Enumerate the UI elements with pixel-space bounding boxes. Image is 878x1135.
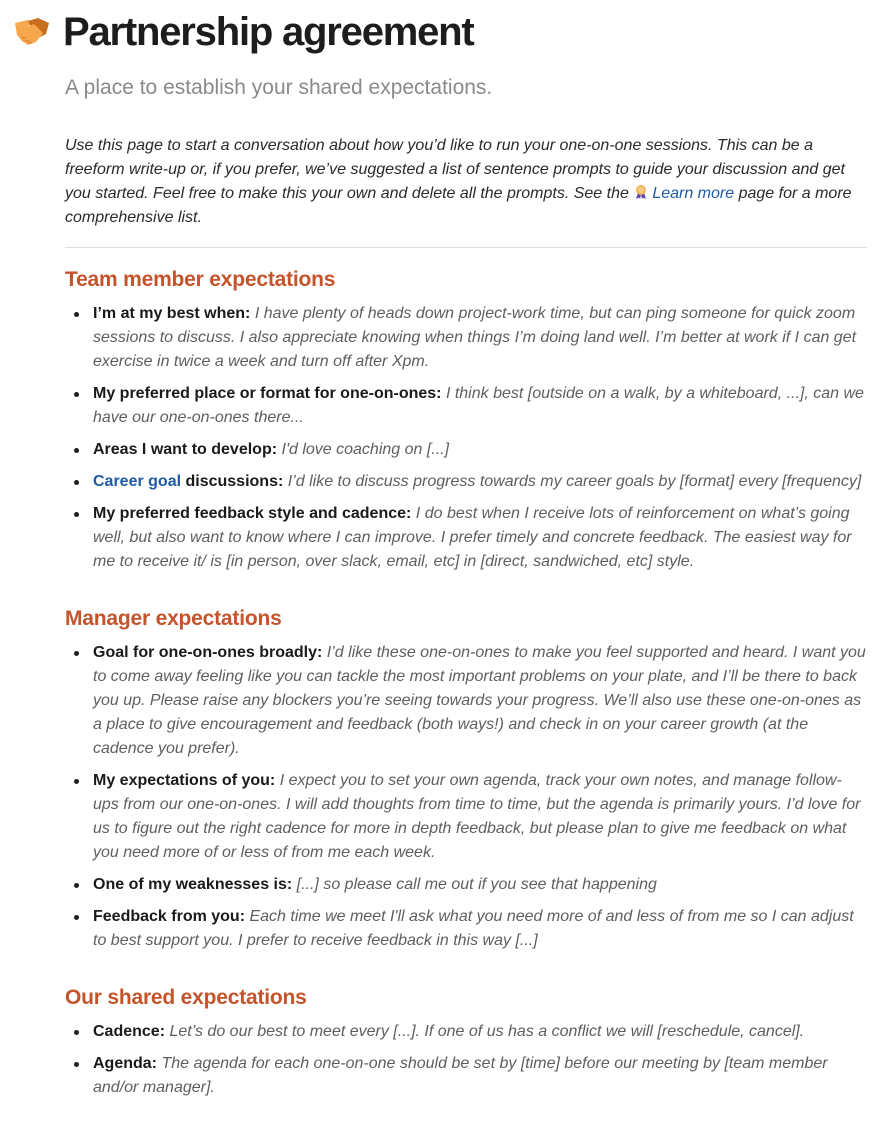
prompt-label	[93, 473, 283, 490]
list-item	[65, 502, 867, 574]
prompt-text[interactable]: I'd love coaching on [...]	[277, 441, 450, 458]
prompt-label: Areas I want to develop:	[93, 441, 278, 458]
prompt-label-text: discussions:	[181, 473, 284, 490]
prompt-text[interactable]: I do best when I receive lots of reinforcement on what’s going well, but also want to know where I can improve. I prefer timely and concrete feedback. The easiest way for me to receive it/ is [in person, over slack, email, etc] in [direct, sandwiched, etc] style.	[93, 505, 852, 570]
page-subtitle: A place to establish your shared expectations.	[65, 76, 493, 99]
section-heading-shared: Our shared expectations	[65, 986, 307, 1009]
prompt-label: My preferred feedback style and cadence:	[93, 505, 412, 522]
prompt-text[interactable]: Each time we meet I'll ask what you need more of and less of from me so I can adjust to best support you. I prefer to receive feedback in this way [...]	[93, 908, 854, 949]
medal-icon	[633, 184, 649, 200]
list-item	[65, 1052, 867, 1100]
manager-list	[65, 641, 867, 953]
prompt-text[interactable]: I’d like these one-on-ones to make you feel supported and heard. I want you to come away feeling like you can tackle the most important problems on your plate, and I’ll be there to back you up. Please raise any blockers you’re seeing towards your progress. We’ll also use these one-on-ones as a place to give encouragement and feedback (both ways!) and check in on your career growth (at the cadence you prefer).	[93, 644, 866, 757]
prompt-text[interactable]: I think best [outside on a walk, by a whiteboard, ...], can we have our one-on-ones there...	[93, 385, 864, 426]
list-item	[65, 769, 867, 865]
prompt-label: Agenda:	[93, 1055, 157, 1072]
section-heading-manager: Manager expectations	[65, 607, 282, 630]
intro-text: Use this page to start a conversation about how you’d like to run your one-on-one sessions. This can be a freeform write-up or, if you prefer, we’ve suggested a list of sentence prompts to guide your discussion and get you started. Feel free to make this your own and delete all the prompts. See the	[65, 137, 845, 202]
prompt-label: My preferred place or format for one-on-ones:	[93, 385, 442, 402]
prompt-text[interactable]: I have plenty of heads down project-work time, but can ping someone for quick zoom sessions to discuss. I also appreciate knowing when things I’m doing land well. I’m better at work if I can get exercise in twice a week and turn off after Xpm.	[93, 305, 857, 370]
list-item	[65, 1020, 867, 1044]
handshake-icon[interactable]	[14, 17, 50, 47]
page-content	[65, 134, 867, 1108]
prompt-label: Goal for one-on-ones broadly:	[93, 644, 323, 661]
section-heading-team-member: Team member expectations	[65, 268, 336, 291]
list-item	[65, 905, 867, 953]
intro-paragraph	[65, 134, 867, 230]
prompt-label: My expectations of you:	[93, 772, 276, 789]
list-item	[65, 302, 867, 374]
page-header	[14, 8, 474, 56]
list-item	[65, 438, 867, 462]
learn-more-link[interactable]: Learn more	[652, 185, 735, 202]
prompt-label: I’m at my best when:	[93, 305, 251, 322]
prompt-text[interactable]: Let’s do our best to meet every [...]. If one of us has a conflict we will [reschedule, cancel].	[165, 1023, 805, 1040]
career-goal-link[interactable]: Career goal	[93, 473, 182, 490]
page-title[interactable]: Partnership agreement	[63, 10, 474, 54]
prompt-label: Cadence:	[93, 1023, 166, 1040]
shared-list	[65, 1020, 867, 1100]
intro-text-end: page for a more comprehensive list.	[65, 185, 852, 226]
prompt-text[interactable]: I’d like to discuss progress towards my career goals by [format] every [frequency]	[283, 473, 862, 490]
prompt-label: Feedback from you:	[93, 908, 246, 925]
prompt-text[interactable]: [...] so please call me out if you see that happening	[292, 876, 657, 893]
list-item	[65, 873, 867, 897]
team-member-list	[65, 302, 867, 574]
list-item	[65, 641, 867, 761]
list-item	[65, 382, 867, 430]
list-item	[65, 470, 867, 494]
divider	[65, 247, 867, 248]
prompt-label: One of my weaknesses is:	[93, 876, 293, 893]
prompt-text[interactable]: I expect you to set your own agenda, track your own notes, and manage follow-ups from our one-on-ones. I will add thoughts from time to time, but the agenda is primarily yours. I’d love for us to figure out the right cadence for more in depth feedback, but please plan to give me feedback on what you need more of or less of from me each week.	[93, 772, 861, 861]
prompt-text[interactable]: The agenda for each one-on-one should be set by [time] before our meeting by [team member and/or manager].	[93, 1055, 828, 1096]
